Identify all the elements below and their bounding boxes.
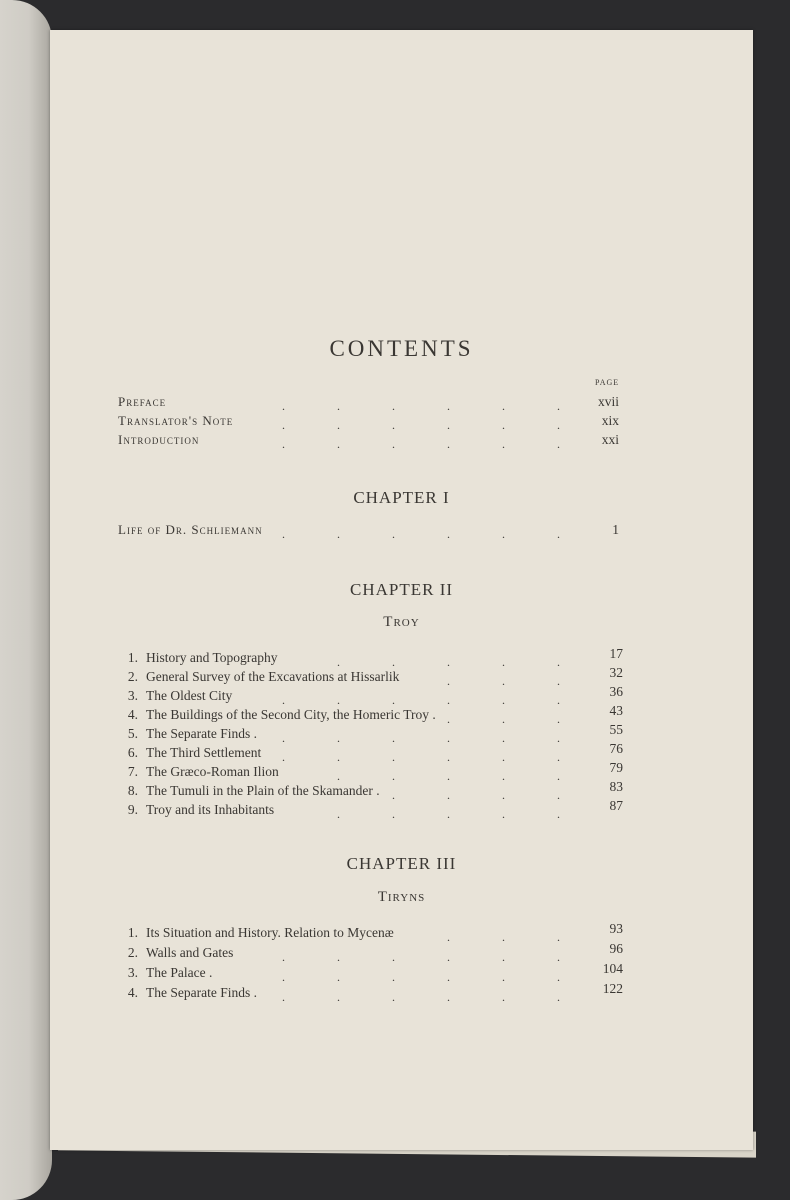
dot-leader: . [502,788,505,802]
dot-leader: . [502,930,505,944]
entry-text: The Separate Finds . [146,985,257,1000]
dot-leader: . [502,437,505,451]
entry-number: 2. [127,669,138,684]
entry-page: 36 [609,684,623,699]
entry-text: History and Topography [146,650,278,665]
entry-page: 43 [609,703,623,718]
adjacent-page-edge [0,0,52,1200]
dot-leader: . [282,399,285,413]
entry-number: 5. [127,726,138,741]
dot-leader: . [447,930,450,944]
dot-leader: . [502,712,505,726]
entry-text: Troy and its Inhabitants [146,802,275,817]
dot-leader: . [447,950,450,964]
entry-page: 76 [609,741,623,756]
dot-leader: . [557,655,560,669]
dot-leader: . [447,693,450,707]
dot-leader: . [502,807,505,821]
dot-leader: . [447,437,450,451]
dot-leader: . [447,788,450,802]
dot-leader: . [557,712,560,726]
entry-number: 4. [127,985,138,1000]
dot-leader: . [447,990,450,1004]
dot-leader: . [337,399,340,413]
dot-leader: . [392,437,395,451]
dot-leader: . [557,731,560,745]
entry-number: 2. [127,945,138,960]
dot-leader: . [447,769,450,783]
dot-leader: . [282,731,285,745]
toc-entry [50,413,753,433]
dot-leader: . [392,399,395,413]
dot-leader: . [557,693,560,707]
entry-page: 87 [609,798,623,813]
dot-leader: . [337,970,340,984]
entry-page: 93 [609,921,623,936]
toc-entry [50,981,753,1005]
entry-page: 96 [609,941,623,956]
entry-text: The Buildings of the Second City, the Homeric Troy . [146,707,436,722]
toc-entry [50,394,753,414]
toc-entry [50,741,753,765]
entry-label: Translator's Note [118,413,234,428]
dot-leader: . [447,399,450,413]
dot-leader: . [282,970,285,984]
dot-leader: . [392,731,395,745]
entry-page: 122 [602,981,623,996]
toc-entry [50,646,753,670]
dot-leader: . [337,731,340,745]
dot-leader: . [282,418,285,432]
dot-leader: . [447,750,450,764]
dot-leader: . [502,527,505,541]
toc-entry [50,522,753,542]
toc-entry [50,432,753,452]
entry-page: xix [601,413,619,428]
entry-page: 55 [609,722,623,737]
dot-leader: . [447,712,450,726]
entry-number: 4. [127,707,138,722]
dot-leader: . [282,437,285,451]
dot-leader: . [447,731,450,745]
dot-leader: . [392,970,395,984]
dot-leader: . [557,950,560,964]
dot-leader: . [392,655,395,669]
section-heading: Troy [383,614,420,630]
dot-leader: . [502,655,505,669]
dot-leader: . [502,399,505,413]
toc-entry [50,921,753,945]
dot-leader: . [557,527,560,541]
toc-entry [50,684,753,708]
dot-leader: . [557,674,560,688]
entry-page: 104 [602,961,623,976]
chapter-heading: CHAPTER III [346,854,457,873]
toc-entry [50,779,753,803]
entry-page: 1 [612,522,619,537]
dot-leader: . [337,437,340,451]
entry-label: Life of Dr. Schliemann [118,522,263,537]
dot-leader: . [282,950,285,964]
dot-leader: . [392,788,395,802]
dot-leader: . [502,769,505,783]
toc-entry [50,703,753,727]
dot-leader: . [392,750,395,764]
chapter-heading: CHAPTER I [353,488,450,507]
dot-leader: . [337,950,340,964]
dot-leader: . [392,527,395,541]
page-column-header: PAGE [595,378,620,387]
entry-page: xvii [597,394,619,409]
dot-leader: . [557,930,560,944]
dot-leader: . [557,418,560,432]
entry-page: 79 [609,760,623,775]
dot-leader: . [502,750,505,764]
entry-text: The Tumuli in the Plain of the Skamander . [146,783,380,798]
dot-leader: . [337,807,340,821]
entry-number: 7. [127,764,138,779]
dot-leader: . [337,418,340,432]
dot-leader: . [337,693,340,707]
dot-leader: . [557,769,560,783]
dot-leader: . [337,655,340,669]
dot-leader: . [282,527,285,541]
dot-leader: . [282,750,285,764]
toc-entry [50,798,753,822]
page-title: CONTENTS [329,336,474,361]
entry-text: Walls and Gates [146,945,234,960]
dot-leader: . [392,693,395,707]
entry-number: 1. [127,650,138,665]
toc-entry [50,665,753,689]
entry-text: The Separate Finds . [146,726,257,741]
entry-number: 8. [127,783,138,798]
entry-label: Preface [118,394,167,409]
entry-text: The Palace . [146,965,213,980]
dot-leader: . [337,750,340,764]
entry-page: 83 [609,779,623,794]
dot-leader: . [557,788,560,802]
dot-leader: . [392,950,395,964]
dot-leader: . [447,674,450,688]
section-heading: Tiryns [377,889,426,905]
dot-leader: . [447,655,450,669]
dot-leader: . [557,807,560,821]
chapter-heading: CHAPTER II [349,580,454,599]
dot-leader: . [502,693,505,707]
dot-leader: . [502,950,505,964]
contents-page [50,30,753,1150]
dot-leader: . [557,970,560,984]
entry-number: 9. [127,802,138,817]
entry-text: The Græco-Roman Ilion [146,764,279,779]
entry-text: The Oldest City [146,688,233,703]
entry-text: Its Situation and History. Relation to Mycenæ [146,925,394,940]
entry-page: 17 [609,646,623,661]
dot-leader: . [502,990,505,1004]
dot-leader: . [337,990,340,1004]
dot-leader: . [337,527,340,541]
dot-leader: . [282,693,285,707]
dot-leader: . [447,970,450,984]
dot-leader: . [282,990,285,1004]
dot-leader: . [337,769,340,783]
toc-entry [50,941,753,965]
dot-leader: . [392,418,395,432]
entry-page: xxi [601,432,619,447]
dot-leader: . [557,399,560,413]
dot-leader: . [392,990,395,1004]
toc-entry [50,722,753,746]
toc-entry [50,961,753,985]
dot-leader: . [447,418,450,432]
entry-number: 1. [127,925,138,940]
dot-leader: . [447,527,450,541]
dot-leader: . [392,807,395,821]
dot-leader: . [557,990,560,1004]
dot-leader: . [502,731,505,745]
entry-text: General Survey of the Excavations at Hissarlik [146,669,400,684]
entry-text: The Third Settlement [146,745,262,760]
entry-number: 3. [127,688,138,703]
dot-leader: . [447,807,450,821]
dot-leader: . [557,750,560,764]
dot-leader: . [502,418,505,432]
dot-leader: . [557,437,560,451]
entry-number: 6. [127,745,138,760]
entry-page: 32 [609,665,623,680]
entry-number: 3. [127,965,138,980]
dot-leader: . [502,674,505,688]
toc-entry [50,760,753,784]
dot-leader: . [392,769,395,783]
entry-label: Introduction [118,432,200,447]
dot-leader: . [502,970,505,984]
